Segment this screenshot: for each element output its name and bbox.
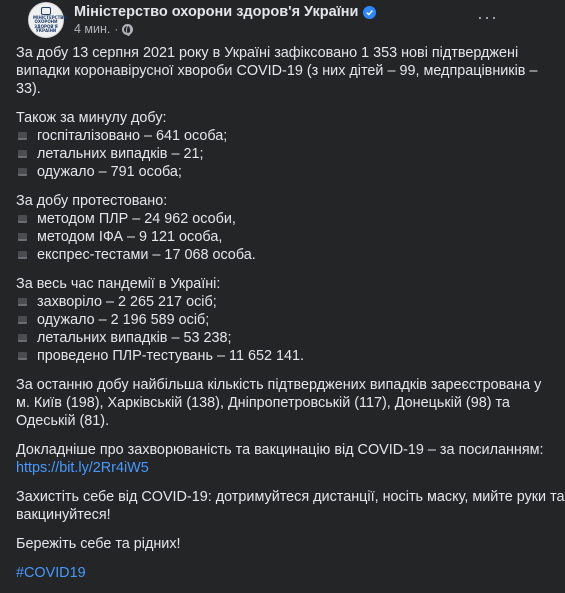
intro-line: За добу 13 серпня 2021 року в Україні зафіксовано 1 353 нові підтверджені	[16, 45, 519, 61]
hashtag-link[interactable]: #COVID19	[16, 565, 86, 581]
list-item-text: одужало – 2 196 589 осіб;	[37, 312, 210, 328]
list-item	[16, 228, 514, 246]
more-options-button[interactable]: ···	[477, 7, 498, 27]
avatar-logo-text: МІНІСТЕРСТВО ОХОРОНИ ЗДОРОВ'Я УКРАЇНИ	[33, 14, 67, 33]
details-text: Докладніше про захворюваність та вакцинацію від COVID-19 – за посиланням:	[16, 442, 544, 458]
hashtag-paragraph	[16, 564, 514, 582]
tested-title: За добу протестовано:	[16, 193, 168, 209]
post-body	[16, 44, 565, 593]
bullet-icon	[18, 251, 27, 259]
list-item-text: госпіталізовано – 641 особа;	[37, 128, 228, 144]
regions-line: м. Київ (198), Харківській (138), Дніпропетровській (117), Донецькій (98) та	[16, 395, 510, 411]
bullet-icon	[18, 334, 27, 342]
ministry-logo	[33, 7, 67, 34]
intro-line: 33).	[16, 81, 41, 97]
intro-line: випадки коронавірусної хвороби COVID-19 (з них дітей – 99, медпрацівників –	[16, 63, 538, 79]
bullet-icon	[18, 150, 27, 158]
bullet-icon	[18, 233, 27, 241]
list-item-text: методом ПЛР – 24 962 особи,	[37, 211, 236, 227]
protect-paragraph	[16, 488, 565, 524]
yesterday-title: Також за минулу добу:	[16, 110, 167, 126]
intro-paragraph	[16, 44, 538, 98]
list-item	[16, 145, 514, 163]
bullet-icon	[18, 215, 27, 223]
list-item	[16, 347, 514, 365]
closing-text: Бережіть себе та рідних!	[16, 536, 181, 552]
list-item	[16, 311, 514, 329]
list-item	[16, 127, 514, 145]
bullet-icon	[18, 352, 27, 360]
details-link[interactable]: https://bit.ly/2Rr4iW5	[16, 460, 149, 476]
list-item-text: проведено ПЛР-тестувань – 11 652 141.	[37, 348, 304, 364]
bullet-icon	[18, 168, 27, 176]
bullet-icon	[18, 132, 27, 140]
list-item-text: методом ІФА – 9 121 особа,	[37, 229, 223, 245]
tested-section	[16, 192, 514, 264]
protect-line: Захистіть себе від COVID-19: дотримуйтеся дистанції, носіть маску, мийте руки та	[16, 489, 565, 505]
globe-icon	[122, 24, 133, 35]
post-header	[14, 0, 514, 44]
name-row	[74, 4, 376, 20]
details-paragraph	[16, 441, 544, 477]
list-item-text: летальних випадків – 53 238;	[37, 330, 232, 346]
list-item	[16, 163, 514, 181]
verified-badge-icon	[363, 6, 376, 19]
list-item-text: експрес-тестами – 17 068 особа.	[37, 247, 256, 263]
list-item	[16, 329, 514, 347]
regions-paragraph	[16, 376, 542, 430]
bullet-icon	[18, 316, 27, 324]
yesterday-section	[16, 109, 514, 181]
list-item-text: летальних випадків – 21;	[37, 146, 204, 162]
bullet-icon	[18, 298, 27, 306]
regions-line: За останню добу найбільша кількість підтверджених випадків зареєстрована у	[16, 377, 542, 393]
closing-paragraph	[16, 535, 514, 553]
post-timestamp[interactable]: 4 мин.	[74, 22, 111, 36]
separator-dot: ·	[114, 22, 119, 36]
protect-line: вакцинуйтеся!	[16, 507, 111, 523]
list-item	[16, 210, 514, 228]
list-item	[16, 246, 514, 264]
list-item-text: захворіло – 2 265 217 осіб;	[37, 294, 217, 310]
list-item-text: одужало – 791 особа;	[37, 164, 182, 180]
pandemic-title: За весь час пандемії в Україні:	[16, 276, 221, 292]
list-item	[16, 293, 514, 311]
regions-line: Одеській (81).	[16, 413, 110, 429]
page-name-link[interactable]: Міністерство охорони здоров'я України	[74, 4, 359, 20]
post-meta	[74, 22, 133, 36]
pandemic-section	[16, 275, 514, 365]
page-avatar[interactable]	[28, 2, 67, 38]
